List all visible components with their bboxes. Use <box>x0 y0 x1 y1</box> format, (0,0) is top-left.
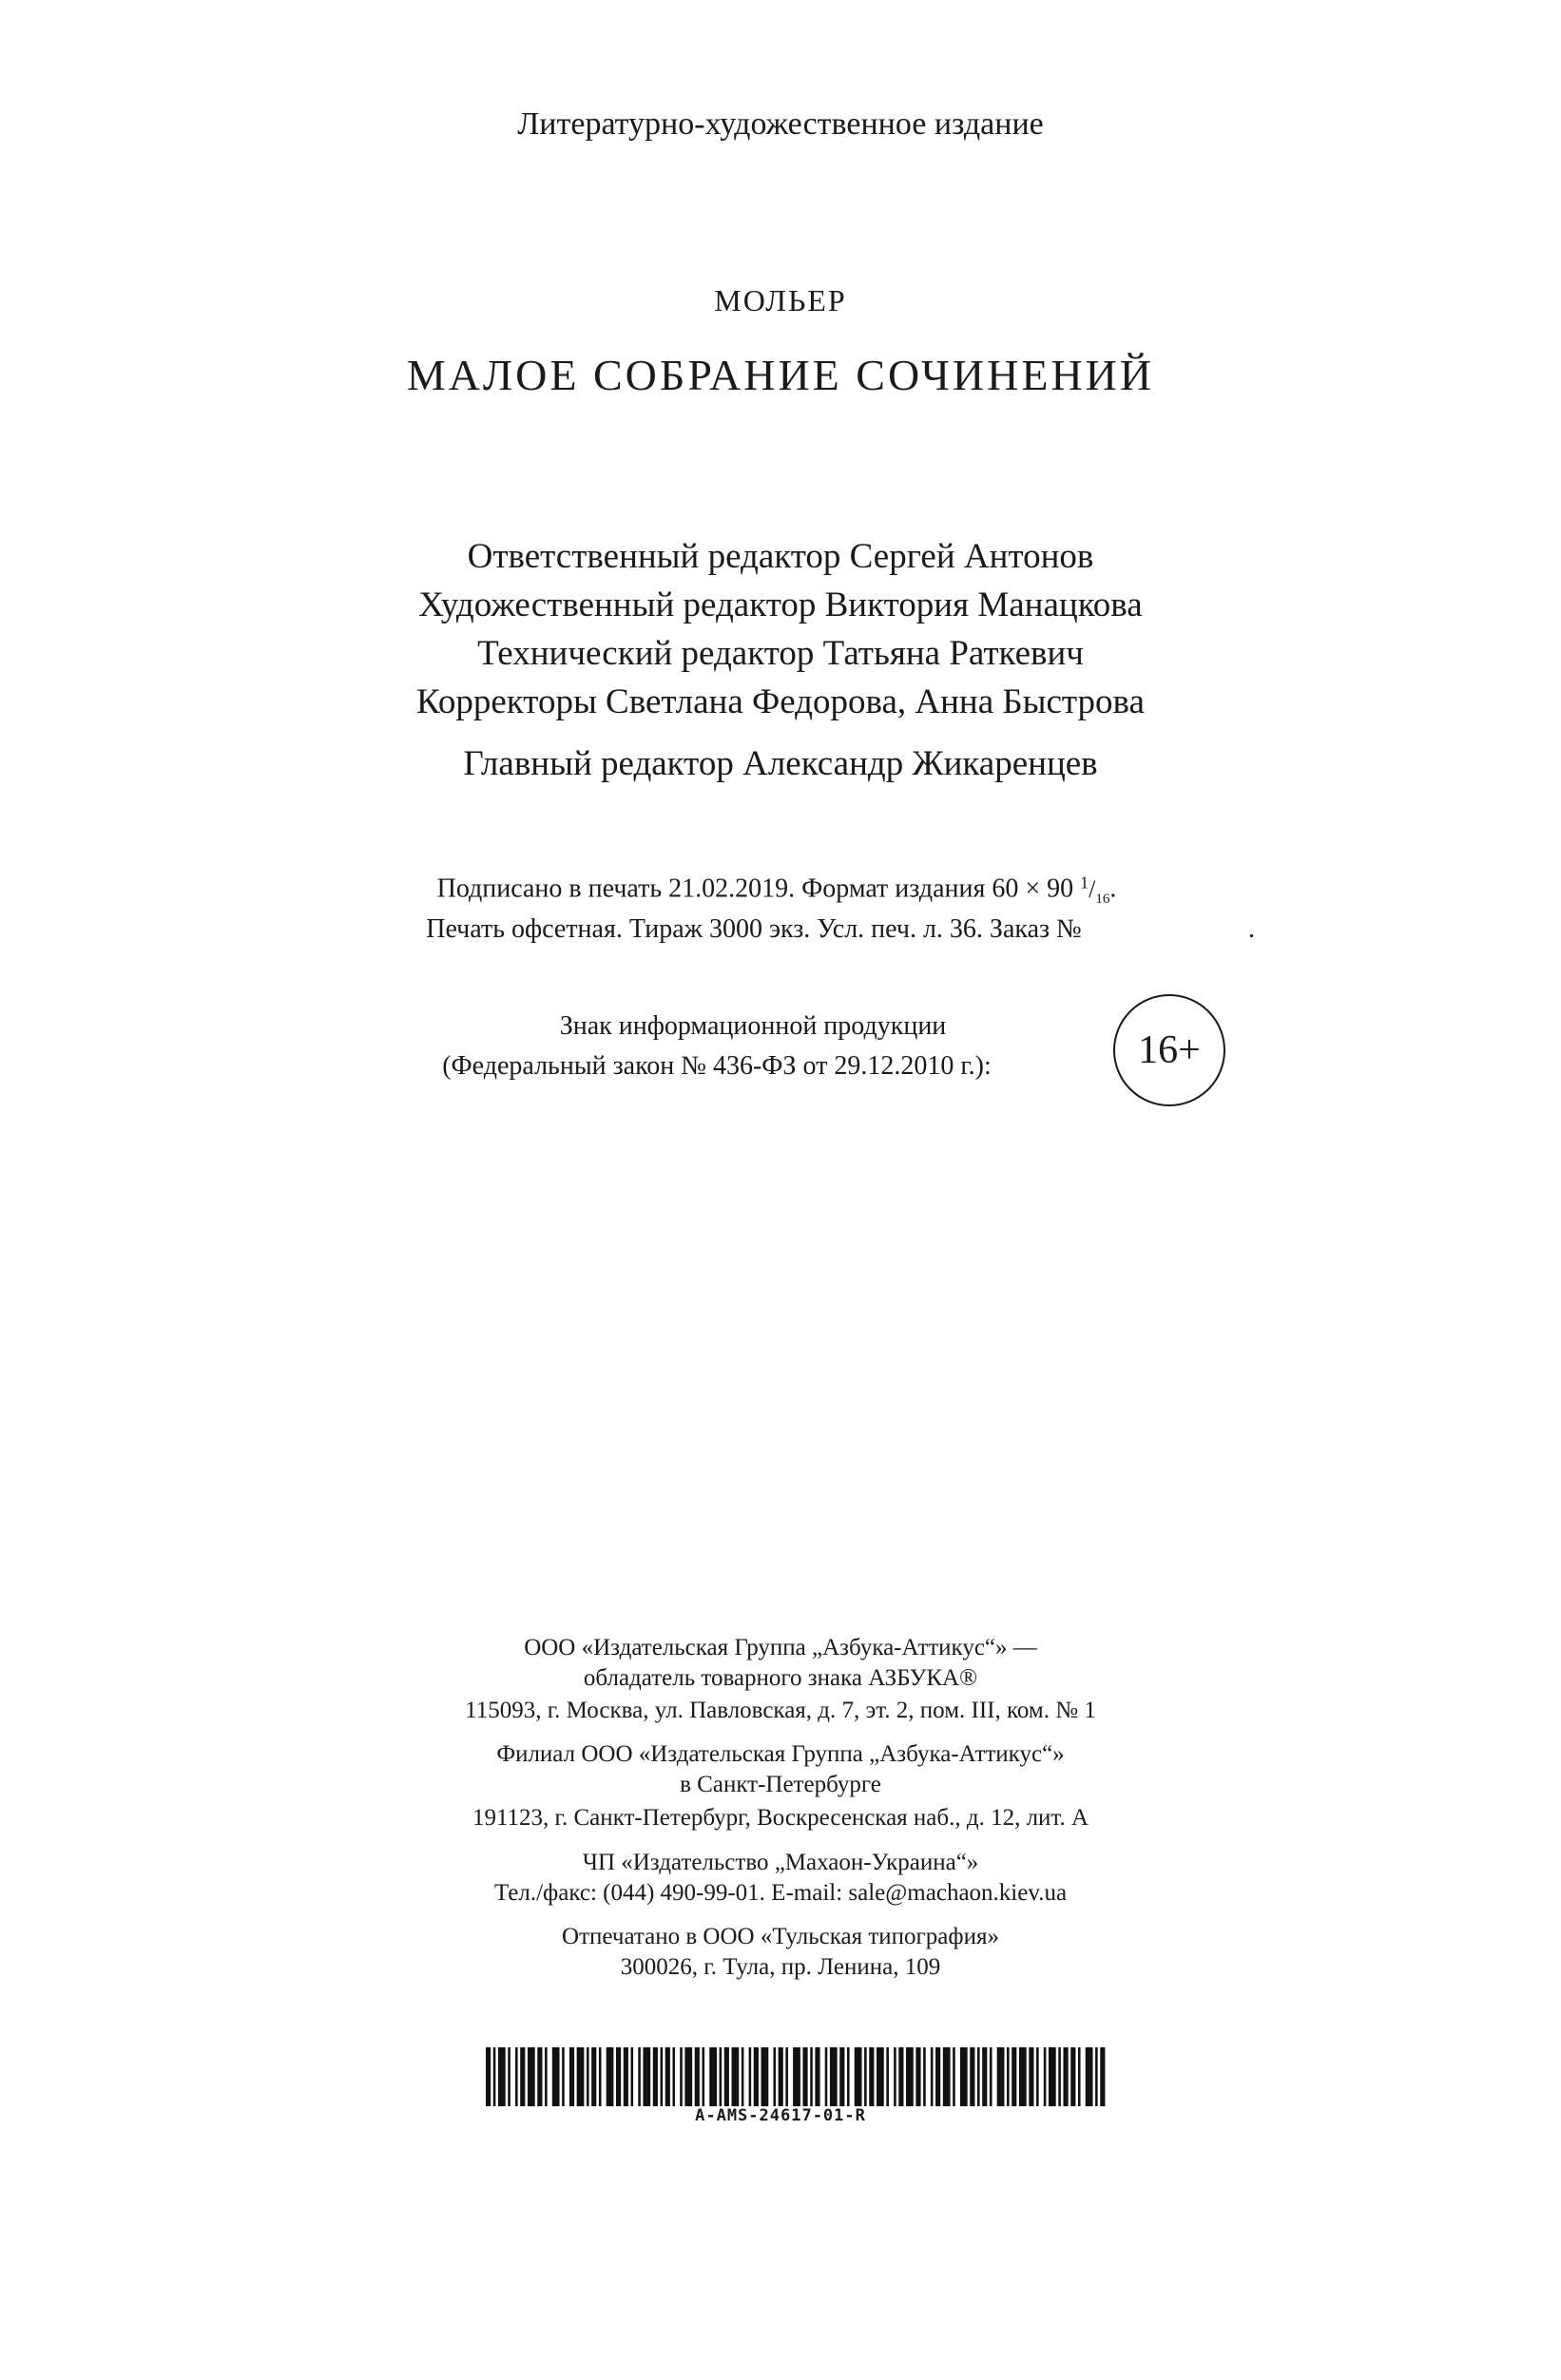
barcode-bar <box>638 2047 641 2106</box>
format-fraction: $^1/_{16}$ <box>1080 873 1110 907</box>
barcode-bar <box>773 2047 776 2106</box>
barcode-bar <box>1044 2047 1047 2106</box>
print-signed-line <box>0 873 1557 908</box>
imprint-branch-city: в Санкт-Петербурге <box>680 1772 881 1797</box>
imprint-trademark: обладатель товарного знака АЗБУКА® <box>583 1665 978 1691</box>
technical-editor: Технический редактор Татьяна Раткевич <box>477 634 1084 673</box>
barcode-bar <box>672 2047 675 2106</box>
barcode-bar <box>931 2047 934 2106</box>
book-title: МАЛОЕ СОБРАНИЕ СОЧИНЕНИЙ <box>406 351 1155 399</box>
barcode-bar <box>935 2047 940 2106</box>
barcode-bar <box>864 2047 867 2106</box>
barcode-bar <box>894 2047 896 2106</box>
barcode-bar <box>1012 2047 1016 2106</box>
barcode-bar <box>943 2047 951 2106</box>
imprint-publisher-name: ООО «Издательская Группа „Азбука-Аттикус“» — <box>524 1635 1037 1660</box>
barcode-bar <box>732 2047 740 2106</box>
barcode-bar <box>1019 2047 1027 2106</box>
barcode-bar <box>587 2047 589 2106</box>
barcode-bar <box>709 2047 717 2106</box>
edition-type: Литературно-художественное издание <box>517 106 1044 142</box>
barcode-bar <box>702 2047 704 2106</box>
barcode-bar <box>724 2047 729 2106</box>
barcode-bar <box>607 2047 614 2106</box>
barcode-bar <box>537 2047 542 2106</box>
barcode-bar <box>695 2047 700 2106</box>
barcode-bar <box>591 2047 596 2106</box>
barcode-bar <box>886 2047 889 2106</box>
barcode-code: A-AMS-24617-01-R <box>695 2106 866 2125</box>
barcode-bar <box>847 2047 850 2106</box>
print-signed-text: Подписано в печать 21.02.2019. Формат издания 60 × 90 <box>436 873 1074 904</box>
barcode-bar <box>855 2047 862 2106</box>
chief-editor: Главный редактор Александр Жикаренцев <box>463 744 1098 783</box>
imprint-contact: Тел./факс: (044) 490-99-01. E-mail: sale@machaon.kiev.ua <box>493 1880 1068 1906</box>
barcode-bar <box>720 2047 723 2106</box>
barcode-bar <box>754 2047 759 2106</box>
format-fraction-den: 16 <box>1095 891 1110 907</box>
barcode-bar <box>680 2047 683 2106</box>
imprint-ukraine-publisher: ЧП «Издательство „Махаон-Украина“» <box>582 1850 979 1875</box>
barcode-bar <box>569 2047 574 2106</box>
barcode-bar <box>1063 2047 1068 2106</box>
barcode-bar <box>1086 2047 1093 2106</box>
imprint-branch-name: Филиал ООО «Издательская Группа „Азбука-Аттикус“» <box>496 1741 1065 1767</box>
barcode-bar <box>653 2047 658 2106</box>
barcode-bar <box>599 2047 602 2106</box>
barcode-bar <box>1036 2047 1039 2106</box>
stray-mark: . <box>1248 914 1255 944</box>
barcode-bar <box>684 2047 692 2106</box>
proofreaders: Корректоры Светлана Федорова, Анна Быстрова <box>416 682 1145 721</box>
barcode-bar <box>825 2047 828 2106</box>
imprint-printer-address: 300026, г. Тула, пр. Ленина, 109 <box>620 1954 941 1980</box>
barcode-bar <box>552 2047 560 2106</box>
barcode-bar <box>830 2047 838 2106</box>
barcode-bar <box>953 2047 955 2106</box>
barcode-bar <box>742 2047 744 2106</box>
barcode-bar <box>982 2047 987 2106</box>
barcode-bar <box>779 2047 783 2106</box>
barcode-bar <box>915 2047 920 2106</box>
barcode-bar <box>869 2047 874 2106</box>
barcode-bar <box>498 2047 506 2106</box>
responsible-editor: Ответственный редактор Сергей Антонов <box>467 537 1094 576</box>
barcode-bar <box>545 2047 548 2106</box>
barcode-bar <box>493 2047 496 2106</box>
imprint-printer: Отпечатано в ООО «Тульская типография» <box>562 1924 999 1949</box>
barcode-bar <box>839 2047 844 2106</box>
barcode-bar <box>793 2047 800 2106</box>
print-run-line: Печать офсетная. Тираж 3000 экз. Усл. печ. л. 36. Заказ № <box>426 914 1082 944</box>
barcode-bar <box>1078 2047 1081 2106</box>
barcode-bar <box>1029 2047 1033 2106</box>
barcode-bar <box>977 2047 980 2106</box>
barcode-bar <box>508 2047 511 2106</box>
barcode-bar <box>810 2047 813 2106</box>
barcode-bar <box>1058 2047 1061 2106</box>
barcode-bar <box>1070 2047 1075 2106</box>
barcode-bar <box>970 2047 974 2106</box>
barcode-bar <box>923 2047 926 2106</box>
print-signed-end: . <box>1109 873 1117 904</box>
barcode-bar <box>997 2047 1005 2106</box>
barcode-bar <box>577 2047 585 2106</box>
barcode-bar <box>515 2047 518 2106</box>
imprint-spb-address: 191123, г. Санкт-Петербург, Воскресенская наб., д. 12, лит. А <box>472 1805 1089 1831</box>
barcode-bar <box>960 2047 968 2106</box>
barcode <box>486 2047 1108 2106</box>
barcode-bar <box>898 2047 903 2106</box>
barcode-bar <box>1095 2047 1098 2106</box>
barcode-bar <box>1007 2047 1010 2106</box>
author-name: МОЛЬЕР <box>714 283 847 317</box>
barcode-bar <box>643 2047 650 2106</box>
barcode-bar <box>616 2047 621 2106</box>
barcode-bar <box>624 2047 628 2106</box>
barcode-bar <box>1100 2047 1105 2106</box>
barcode-bar <box>661 2047 664 2106</box>
imprint-moscow-address: 115093, г. Москва, ул. Павловская, д. 7, эт. 2, пом. III, ком. № 1 <box>465 1698 1096 1723</box>
barcode-bar <box>802 2047 807 2106</box>
barcode-bar <box>665 2047 670 2106</box>
art-editor: Художественный редактор Виктория Манацкова <box>418 585 1143 624</box>
barcode-bar <box>528 2047 535 2106</box>
barcode-bar <box>815 2047 819 2106</box>
age-rating-badge: 16+ <box>1113 994 1225 1106</box>
barcode-bar <box>631 2047 634 2106</box>
barcode-bar <box>877 2047 884 2106</box>
barcode-bar <box>761 2047 769 2106</box>
barcode-bar <box>1049 2047 1056 2106</box>
barcode-bar <box>486 2047 491 2106</box>
barcode-bar <box>990 2047 992 2106</box>
barcode-bar <box>906 2047 914 2106</box>
barcode-bar <box>785 2047 788 2106</box>
barcode-bar <box>749 2047 752 2106</box>
federal-law-label: (Федеральный закон № 436-ФЗ от 29.12.2010 г.): <box>442 1051 992 1081</box>
barcode-bar <box>520 2047 525 2106</box>
info-product-label: Знак информационной продукции <box>559 1011 947 1041</box>
format-fraction-num: 1 <box>1080 873 1089 892</box>
barcode-bar <box>562 2047 565 2106</box>
